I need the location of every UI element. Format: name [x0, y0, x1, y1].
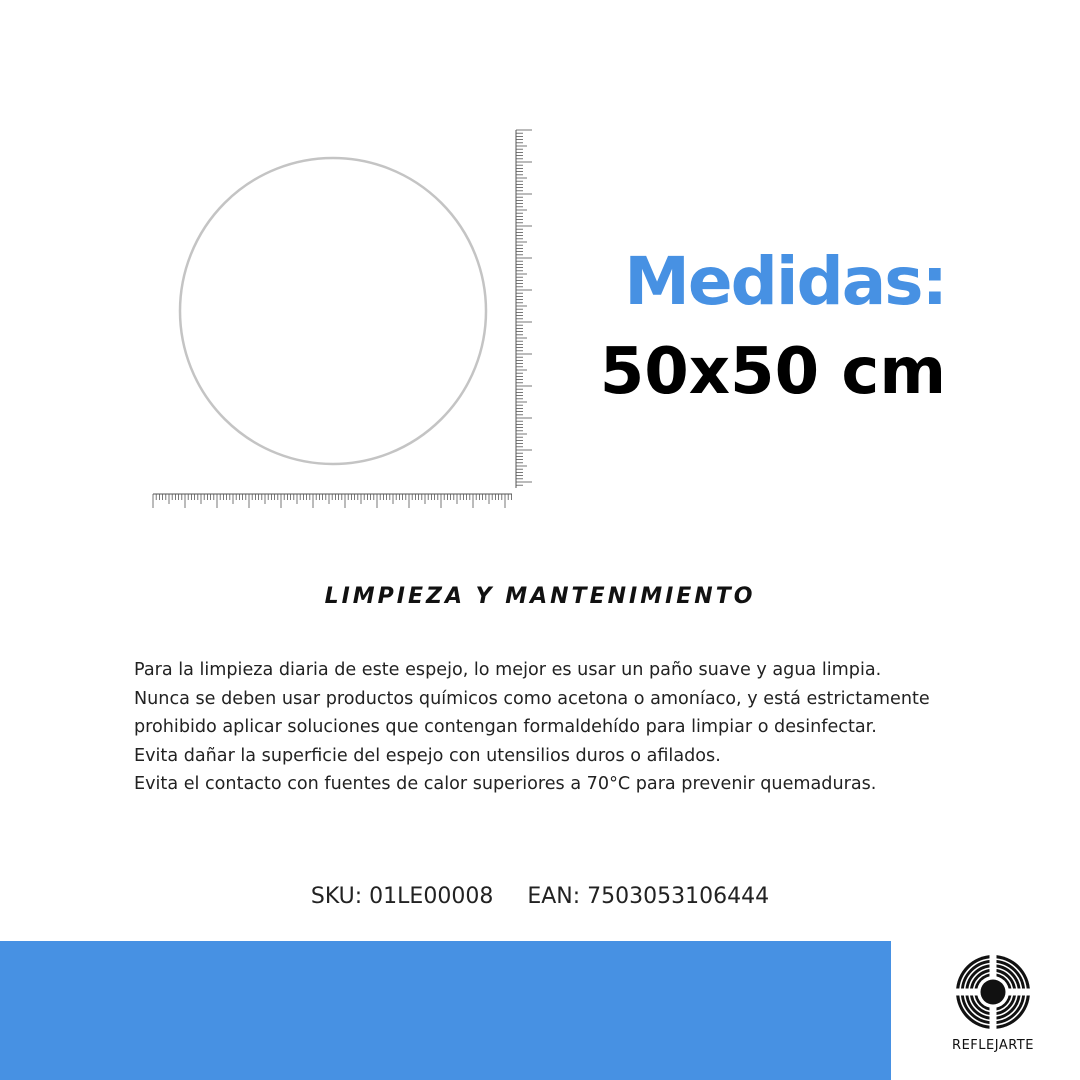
circle-outline-icon [180, 158, 486, 464]
care-line: Para la limpieza diaria de este espejo, lo mejor es usar un paño suave y agua limpia. [134, 660, 882, 680]
care-line: Nunca se deben usar productos químicos como acetona o amoníaco, y está estrictamente [134, 688, 930, 709]
measurements-size: 50x50 cm [599, 335, 946, 409]
vertical-ruler-icon [516, 130, 532, 488]
accent-band [0, 941, 891, 1080]
care-heading: LIMPIEZA Y MANTENIMIENTO [324, 584, 756, 609]
product-codes [0, 884, 1080, 909]
care-line: Evita el contacto con fuentes de calor superiores a 70°C para prevenir quemaduras. [134, 774, 877, 794]
measurements-title: Medidas: [624, 243, 946, 320]
care-instructions [134, 656, 994, 799]
ean-code: EAN: 7503053106444 [527, 884, 770, 909]
mirror-diagram [150, 126, 540, 516]
care-line: Evita dañar la superficie del espejo con utensilios duros o afilados. [134, 745, 721, 766]
care-line: prohibido aplicar soluciones que contengan formaldehído para limpiar o desinfectar. [134, 717, 877, 737]
brand-name: REFLEJARTE [952, 1038, 1034, 1053]
sku-code: SKU: 01LE00008 [310, 884, 494, 909]
horizontal-ruler-icon [153, 494, 512, 508]
